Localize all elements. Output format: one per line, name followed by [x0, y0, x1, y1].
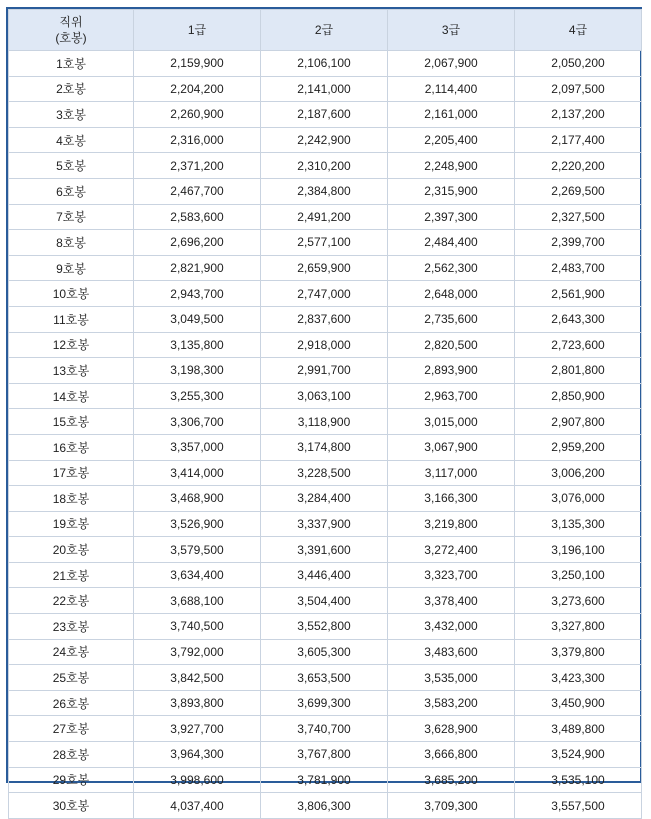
table-row [9, 51, 642, 77]
salary-cell-grade-2: 2,106,100 [261, 51, 388, 77]
table-row [9, 358, 642, 384]
table-row [9, 793, 642, 819]
salary-cell-grade-2: 2,659,900 [261, 255, 388, 281]
header-grade-2: 2급 [261, 10, 388, 51]
salary-cell-grade-2: 3,781,900 [261, 767, 388, 793]
header-grade-3: 3급 [388, 10, 515, 51]
salary-cell-grade-2: 2,991,700 [261, 358, 388, 384]
salary-cell-grade-1: 2,260,900 [134, 102, 261, 128]
salary-cell-grade-1: 3,842,500 [134, 665, 261, 691]
salary-cell-grade-2: 3,605,300 [261, 639, 388, 665]
salary-cell-grade-4: 3,250,100 [515, 562, 642, 588]
salary-cell-grade-1: 3,049,500 [134, 306, 261, 332]
salary-cell-grade-3: 2,820,500 [388, 332, 515, 358]
salary-cell-grade-1: 3,414,000 [134, 460, 261, 486]
salary-cell-grade-2: 2,747,000 [261, 281, 388, 307]
step-label-cell: 17호봉 [9, 460, 134, 486]
step-label-cell: 9호봉 [9, 255, 134, 281]
salary-cell-grade-3: 3,219,800 [388, 511, 515, 537]
table-row [9, 102, 642, 128]
table-row [9, 281, 642, 307]
salary-cell-grade-4: 2,137,200 [515, 102, 642, 128]
salary-cell-grade-1: 3,357,000 [134, 434, 261, 460]
salary-cell-grade-1: 3,998,600 [134, 767, 261, 793]
salary-cell-grade-2: 3,174,800 [261, 434, 388, 460]
salary-cell-grade-1: 3,198,300 [134, 358, 261, 384]
step-label-cell: 28호봉 [9, 742, 134, 768]
step-label-cell: 18호봉 [9, 486, 134, 512]
salary-cell-grade-1: 2,467,700 [134, 178, 261, 204]
step-label-cell: 7호봉 [9, 204, 134, 230]
step-label-cell: 23호봉 [9, 614, 134, 640]
salary-cell-grade-4: 2,801,800 [515, 358, 642, 384]
salary-cell-grade-2: 2,491,200 [261, 204, 388, 230]
salary-cell-grade-4: 3,076,000 [515, 486, 642, 512]
salary-cell-grade-2: 3,699,300 [261, 690, 388, 716]
salary-cell-grade-1: 2,583,600 [134, 204, 261, 230]
step-label-cell: 15호봉 [9, 409, 134, 435]
salary-cell-grade-3: 2,205,400 [388, 127, 515, 153]
salary-cell-grade-1: 3,135,800 [134, 332, 261, 358]
salary-cell-grade-4: 3,135,300 [515, 511, 642, 537]
salary-cell-grade-4: 2,097,500 [515, 76, 642, 102]
step-label-cell: 16호봉 [9, 434, 134, 460]
step-label-cell: 30호봉 [9, 793, 134, 819]
salary-cell-grade-3: 3,583,200 [388, 690, 515, 716]
step-label-cell: 11호봉 [9, 306, 134, 332]
salary-cell-grade-1: 2,821,900 [134, 255, 261, 281]
salary-cell-grade-3: 3,166,300 [388, 486, 515, 512]
salary-cell-grade-2: 2,577,100 [261, 230, 388, 256]
step-label-cell: 26호봉 [9, 690, 134, 716]
salary-cell-grade-3: 3,117,000 [388, 460, 515, 486]
table-row [9, 76, 642, 102]
salary-cell-grade-3: 3,067,900 [388, 434, 515, 460]
salary-cell-grade-3: 3,323,700 [388, 562, 515, 588]
salary-cell-grade-1: 3,306,700 [134, 409, 261, 435]
salary-cell-grade-3: 3,432,000 [388, 614, 515, 640]
salary-cell-grade-1: 2,159,900 [134, 51, 261, 77]
table-row [9, 434, 642, 460]
header-grade-1: 1급 [134, 10, 261, 51]
salary-cell-grade-3: 2,735,600 [388, 306, 515, 332]
table-row [9, 306, 642, 332]
salary-cell-grade-2: 3,653,500 [261, 665, 388, 691]
salary-cell-grade-1: 3,893,800 [134, 690, 261, 716]
salary-cell-grade-3: 3,015,000 [388, 409, 515, 435]
salary-cell-grade-4: 2,177,400 [515, 127, 642, 153]
salary-cell-grade-2: 3,446,400 [261, 562, 388, 588]
salary-cell-grade-3: 2,484,400 [388, 230, 515, 256]
salary-cell-grade-1: 3,468,900 [134, 486, 261, 512]
salary-cell-grade-3: 3,272,400 [388, 537, 515, 563]
table-body [9, 51, 642, 819]
step-label-cell: 14호봉 [9, 383, 134, 409]
salary-cell-grade-2: 2,242,900 [261, 127, 388, 153]
step-label-cell: 10호봉 [9, 281, 134, 307]
salary-cell-grade-3: 3,628,900 [388, 716, 515, 742]
salary-cell-grade-4: 3,379,800 [515, 639, 642, 665]
step-label-cell: 13호봉 [9, 358, 134, 384]
salary-cell-grade-1: 3,688,100 [134, 588, 261, 614]
salary-cell-grade-4: 3,535,100 [515, 767, 642, 793]
salary-cell-grade-3: 3,483,600 [388, 639, 515, 665]
table-row [9, 409, 642, 435]
header-corner-line2: (호봉) [55, 31, 87, 45]
step-label-cell: 20호봉 [9, 537, 134, 563]
salary-cell-grade-1: 3,964,300 [134, 742, 261, 768]
table-row [9, 511, 642, 537]
salary-cell-grade-4: 3,524,900 [515, 742, 642, 768]
salary-cell-grade-4: 2,959,200 [515, 434, 642, 460]
salary-cell-grade-4: 2,561,900 [515, 281, 642, 307]
salary-cell-grade-3: 2,963,700 [388, 383, 515, 409]
header-corner-cell [9, 10, 134, 51]
salary-cell-grade-1: 2,943,700 [134, 281, 261, 307]
salary-cell-grade-3: 2,397,300 [388, 204, 515, 230]
salary-cell-grade-2: 3,552,800 [261, 614, 388, 640]
salary-cell-grade-3: 2,248,900 [388, 153, 515, 179]
salary-cell-grade-1: 3,526,900 [134, 511, 261, 537]
salary-cell-grade-4: 3,273,600 [515, 588, 642, 614]
salary-cell-grade-2: 3,118,900 [261, 409, 388, 435]
salary-cell-grade-4: 2,050,200 [515, 51, 642, 77]
table-row [9, 742, 642, 768]
table-row [9, 332, 642, 358]
table-row [9, 383, 642, 409]
table-row [9, 486, 642, 512]
salary-cell-grade-3: 2,648,000 [388, 281, 515, 307]
step-label-cell: 12호봉 [9, 332, 134, 358]
salary-cell-grade-4: 2,327,500 [515, 204, 642, 230]
table-row [9, 639, 642, 665]
salary-cell-grade-4: 2,850,900 [515, 383, 642, 409]
salary-cell-grade-3: 2,067,900 [388, 51, 515, 77]
header-grade-4: 4급 [515, 10, 642, 51]
salary-cell-grade-4: 2,643,300 [515, 306, 642, 332]
salary-cell-grade-2: 2,310,200 [261, 153, 388, 179]
step-label-cell: 1호봉 [9, 51, 134, 77]
step-label-cell: 5호봉 [9, 153, 134, 179]
salary-cell-grade-4: 3,423,300 [515, 665, 642, 691]
salary-cell-grade-4: 3,557,500 [515, 793, 642, 819]
salary-cell-grade-4: 3,489,800 [515, 716, 642, 742]
table-row [9, 588, 642, 614]
table-row [9, 767, 642, 793]
salary-cell-grade-2: 2,837,600 [261, 306, 388, 332]
table-row [9, 665, 642, 691]
salary-cell-grade-1: 3,255,300 [134, 383, 261, 409]
salary-cell-grade-2: 2,141,000 [261, 76, 388, 102]
table-row [9, 255, 642, 281]
salary-cell-grade-1: 2,204,200 [134, 76, 261, 102]
salary-cell-grade-1: 3,927,700 [134, 716, 261, 742]
salary-cell-grade-3: 3,535,000 [388, 665, 515, 691]
step-label-cell: 27호봉 [9, 716, 134, 742]
table-row [9, 230, 642, 256]
salary-table [8, 9, 642, 819]
salary-cell-grade-4: 2,269,500 [515, 178, 642, 204]
salary-cell-grade-2: 3,228,500 [261, 460, 388, 486]
salary-cell-grade-3: 3,666,800 [388, 742, 515, 768]
salary-cell-grade-3: 2,893,900 [388, 358, 515, 384]
salary-cell-grade-2: 2,187,600 [261, 102, 388, 128]
salary-cell-grade-1: 2,696,200 [134, 230, 261, 256]
salary-cell-grade-1: 3,740,500 [134, 614, 261, 640]
salary-cell-grade-3: 2,114,400 [388, 76, 515, 102]
step-label-cell: 3호봉 [9, 102, 134, 128]
salary-cell-grade-2: 3,767,800 [261, 742, 388, 768]
salary-cell-grade-2: 2,384,800 [261, 178, 388, 204]
step-label-cell: 25호봉 [9, 665, 134, 691]
salary-cell-grade-4: 2,399,700 [515, 230, 642, 256]
salary-cell-grade-1: 3,579,500 [134, 537, 261, 563]
step-label-cell: 24호봉 [9, 639, 134, 665]
salary-cell-grade-1: 3,792,000 [134, 639, 261, 665]
salary-cell-grade-2: 3,337,900 [261, 511, 388, 537]
salary-cell-grade-2: 3,391,600 [261, 537, 388, 563]
salary-cell-grade-4: 2,907,800 [515, 409, 642, 435]
table-header-row [9, 10, 642, 51]
step-label-cell: 22호봉 [9, 588, 134, 614]
step-label-cell: 21호봉 [9, 562, 134, 588]
salary-cell-grade-4: 3,327,800 [515, 614, 642, 640]
header-corner-line1: 직위 [59, 15, 83, 29]
salary-cell-grade-3: 3,378,400 [388, 588, 515, 614]
salary-cell-grade-4: 3,006,200 [515, 460, 642, 486]
step-label-cell: 29호봉 [9, 767, 134, 793]
table-row [9, 204, 642, 230]
salary-cell-grade-1: 3,634,400 [134, 562, 261, 588]
salary-cell-grade-2: 3,806,300 [261, 793, 388, 819]
table-row [9, 153, 642, 179]
salary-cell-grade-1: 4,037,400 [134, 793, 261, 819]
salary-cell-grade-3: 2,315,900 [388, 178, 515, 204]
table-row [9, 614, 642, 640]
table-row [9, 127, 642, 153]
table-row [9, 460, 642, 486]
salary-cell-grade-4: 3,196,100 [515, 537, 642, 563]
table-row [9, 178, 642, 204]
step-label-cell: 4호봉 [9, 127, 134, 153]
salary-cell-grade-2: 2,918,000 [261, 332, 388, 358]
salary-cell-grade-4: 2,220,200 [515, 153, 642, 179]
step-label-cell: 6호봉 [9, 178, 134, 204]
salary-cell-grade-1: 2,371,200 [134, 153, 261, 179]
salary-cell-grade-3: 3,709,300 [388, 793, 515, 819]
salary-cell-grade-4: 2,483,700 [515, 255, 642, 281]
salary-cell-grade-3: 2,562,300 [388, 255, 515, 281]
salary-cell-grade-2: 3,063,100 [261, 383, 388, 409]
salary-cell-grade-4: 3,450,900 [515, 690, 642, 716]
salary-cell-grade-2: 3,284,400 [261, 486, 388, 512]
salary-cell-grade-2: 3,740,700 [261, 716, 388, 742]
table-row [9, 690, 642, 716]
salary-cell-grade-4: 2,723,600 [515, 332, 642, 358]
table-row [9, 716, 642, 742]
step-label-cell: 2호봉 [9, 76, 134, 102]
table-row [9, 562, 642, 588]
step-label-cell: 8호봉 [9, 230, 134, 256]
salary-table-frame [6, 7, 642, 814]
salary-cell-grade-3: 2,161,000 [388, 102, 515, 128]
salary-cell-grade-1: 2,316,000 [134, 127, 261, 153]
table-row [9, 537, 642, 563]
step-label-cell: 19호봉 [9, 511, 134, 537]
salary-cell-grade-3: 3,685,200 [388, 767, 515, 793]
salary-cell-grade-2: 3,504,400 [261, 588, 388, 614]
